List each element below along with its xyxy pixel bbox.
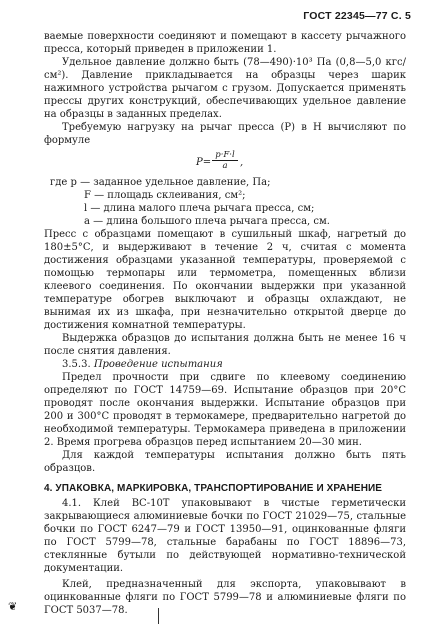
paragraph: 4.1. Клей ВС-10Т упаковывают в чистые герметически закрывающиеся алюминиевые бочки по ГОСТ 21029—75, стальные бочки по ГОСТ 6247—79 и ГОСТ 13950—91, оцинкованные фляги по ГОСТ 5799—78, стальные барабаны по ГОСТ 18896—73, стеклянные бутыли по действующей нормативно-технической документации. (44, 498, 406, 574)
paragraph: ваемые поверхности соединяют и помещают в кассету рычажного пресса, который приведен в приложении 1. (44, 31, 406, 55)
paragraph: Требуемую нагрузку на рычаг пресса (P) в Н вычисляют по формуле (44, 122, 406, 146)
page-header: ГОСТ 22345—77 С. 5 (303, 10, 411, 22)
margin-mark-icon: ❦ (8, 600, 18, 613)
legend-item: F — площадь склеивания, см²; (84, 190, 246, 201)
legend-item: где p — заданное удельное давление, Па; (50, 177, 271, 188)
page-body (44, 30, 406, 617)
paragraph: Пресс с образцами помещают в сушильный шкаф, нагретый до 180±5°С, и выдерживают в течение 2 ч, считая с момента достижения образцами указанной температуры, проверяемой с помощью термопары или термометра, помещенных вблизи клеевого соединения. По окончании выдержки при указанной температуре обогрев выключают и образцы охлаждают, не вынимая их из шкафа, при незначительно открытой дверце до достижения комнатной температуры. (44, 229, 406, 331)
subsection-number: 3.5.3. (62, 359, 91, 370)
margin-tick (158, 608, 159, 624)
formula-denominator: a (222, 161, 228, 171)
subsection-title: Проведение испытания (93, 359, 223, 370)
formula (196, 150, 406, 172)
paragraph: Для каждой температуры испытания должно быть пять образцов. (44, 450, 406, 474)
paragraph: Клей, предназначенный для экспорта, упаковывают в оцинкованные фляги по ГОСТ 5799—78 и алюминиевые фляги по ГОСТ 5037—78. (44, 579, 406, 616)
subsection-heading (44, 358, 406, 371)
legend-item: l — длина малого плеча рычага пресса, см; (84, 203, 315, 214)
formula-numerator: p·F·l (212, 150, 238, 161)
paragraph: Предел прочности при сдвиге по клеевому соединению определяют по ГОСТ 14759—69. Испытание образцов при 20°С проводят после окончания выдержки. Испытание образцов при 200 и 300°С проводят в термокамере, предварительно нагретой до необходимой температуры. Термокамера приведена в приложении 2. Время прогрева образцов перед испытанием 20—30 мин. (44, 372, 406, 448)
formula-tail: , (240, 157, 244, 168)
legend-item: a — длина большого плеча рычага пресса, см. (84, 216, 330, 227)
formula-lhs: P= (196, 157, 212, 168)
formula-fraction (212, 150, 238, 171)
paragraph: Удельное давление должно быть (78—490)·10³ Па (0,8—5,0 кгс/см²). Давление прикладывается на образцы через шарик нажимного устройства рычагом с грузом. Допускается применять прессы других конструкций, обеспечивающих удельное давление на образцы в заданных пределах. (44, 57, 406, 120)
paragraph: Выдержка образцов до испытания должна быть не менее 16 ч после снятия давления. (44, 333, 406, 357)
section-heading: 4. УПАКОВКА, МАРКИРОВКА, ТРАНСПОРТИРОВАНИЕ И ХРАНЕНИЕ (44, 483, 383, 494)
